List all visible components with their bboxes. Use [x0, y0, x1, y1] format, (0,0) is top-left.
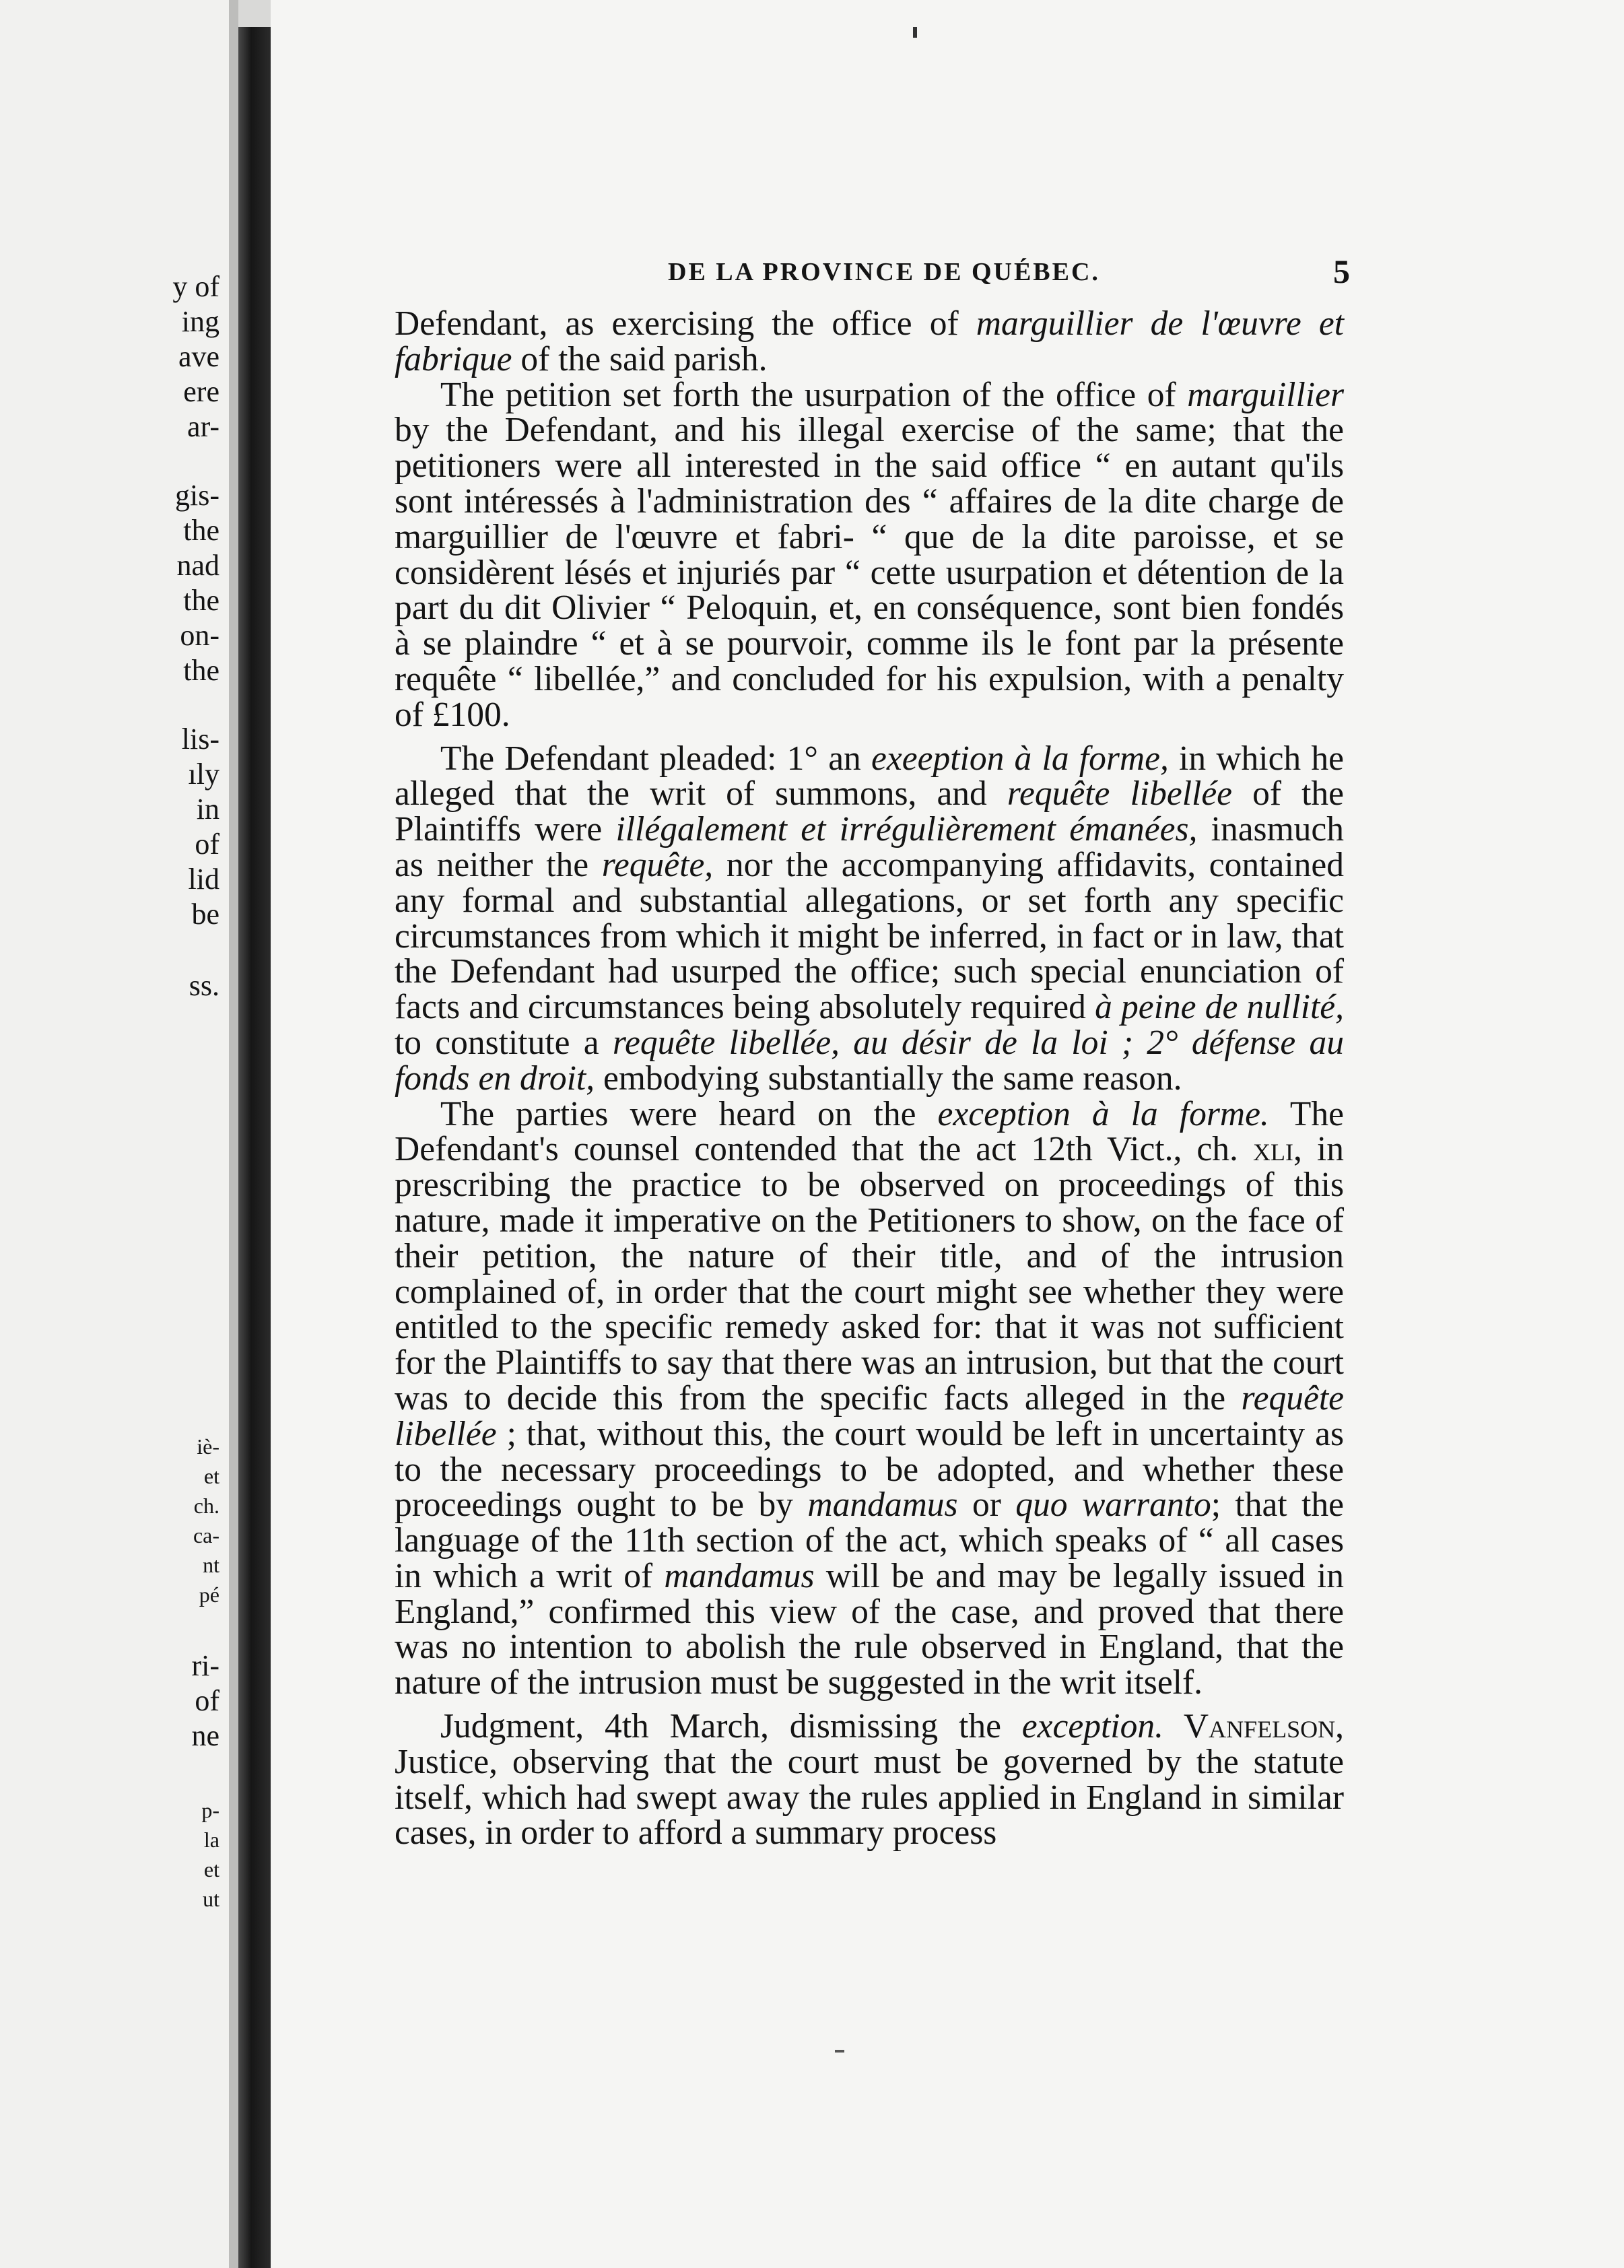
left-page-fragment: of	[195, 828, 219, 861]
left-page-fragment: ave	[178, 340, 219, 373]
left-page-fragment: et	[203, 1464, 219, 1488]
left-page-fragment: ss.	[189, 969, 219, 1002]
left-page-fragment: of	[195, 1684, 219, 1717]
page-number: 5	[1333, 253, 1350, 290]
left-page-fragment: ar-	[187, 410, 219, 443]
left-page-fragment: et	[203, 1857, 219, 1881]
left-page-fragment: the	[183, 514, 219, 547]
left-page-fragment: y of	[172, 270, 219, 303]
left-facing-page	[0, 0, 229, 2268]
body-text	[395, 306, 1344, 1851]
paragraph-2: The petition set forth the usurpation of the office of marguillier by the Defendant, and his illegal exercise of the same; that the petitioners were all interested in the said office “ en autant qu'ils sont intéressés à l'administration des “ affaires de la dite charge de marguillier de l'œuvre et fabri- “ que de la dite paroisse, et se considèrent lésés et injuriés par “ cette usurpation et détention de la part du dit Olivier “ Peloquin, et, en conséquence, sont bien fondés à se plaindre “ et à se pourvoir, comme ils le font par la présente requête “ libellée,” and concluded for his expulsion, with a penalty of £100.	[395, 375, 1344, 734]
left-page-fragment: p-	[201, 1798, 219, 1822]
left-page-fragment: pé	[199, 1582, 219, 1607]
left-page-fragment: iè-	[197, 1434, 219, 1459]
top-mark	[913, 27, 917, 38]
left-page-fragment: ch.	[193, 1494, 219, 1518]
left-page-fragment: ıly	[188, 758, 219, 791]
gutter-edge	[229, 0, 238, 2268]
left-page-fragment: ca-	[193, 1523, 219, 1547]
left-page-fragment: ere	[183, 375, 219, 408]
paragraph-4: The parties were heard on the exception à la forme. The Defendant's counsel contended that the act 12th Vict., ch. xli, in prescribing the practice to be observed on proceedings of this nature, made it imperative on the Petitioners to show, on the face of their petition, the nature of their title, and of the intrusion complained of, in order that the court might see whether they were entitled to the specific remedy asked for: that it was not sufficient for the Plaintiffs to say that there was an intrusion, but that the court was to decide this from the specific facts alleged in the requête libellée ; that, without this, the court would be left in uncertainty as to the necessary proceedings to be adopted, and whether these proceedings ought to be by mandamus or quo warranto; that the language of the 11th section of the act, which speaks of “ all cases in which a writ of mandamus will be and may be legally issued in England,” confirmed this view of the case, and proved that there was no intention to abolish the rule observed in England, that the nature of the intrusion must be suggested in the writ itself.	[395, 1094, 1345, 1702]
left-page-fragment: in	[196, 793, 219, 826]
book-gutter	[238, 27, 271, 2268]
left-page-fragment: the	[183, 654, 219, 687]
bottom-mark	[835, 2050, 844, 2053]
left-page-fragment: on-	[180, 619, 219, 652]
paragraph-3: The Defendant pleaded: 1° an exeeption à la forme, in which he alleged that the writ of summons, and requête libellée of the Plaintiffs were illégalement et irrégulièrement émanées, inasmuch as neither the requête, nor the accompanying affidavits, contained any formal and substantial allegations, or set forth any specific circumstances from which it might be inferred, in fact or in law, that the Defendant had usurped the office; such special enunciation of facts and circumstances being absolutely required à peine de nullité, to constitute a requête libellée, au désir de la loi ; 2° défense au fonds en droit, embodying substantially the same reason.	[395, 739, 1345, 1098]
left-page-fragment: ne	[191, 1719, 219, 1752]
paragraph-1: Defendant, as exercising the office of marguillier de l'œuvre et fabrique of the said parish.	[395, 304, 1344, 378]
left-page-fragment: ri-	[191, 1649, 219, 1682]
left-page-fragment: be	[191, 898, 219, 931]
left-page-fragment: la	[203, 1828, 219, 1852]
paragraph-5: Judgment, 4th March, dismissing the exception. Vanfelson, Justice, observing that the court must be governed by the statute itself, which had swept away the rules applied in England in similar cases, in order to afford a summary process	[395, 1707, 1344, 1853]
left-page-fragment: lis-	[181, 723, 219, 756]
running-head: DE LA PROVINCE DE QUÉBEC.	[668, 258, 1100, 286]
left-page-fragment: ing	[181, 305, 219, 338]
left-page-fragment: gis-	[175, 479, 219, 512]
left-page-fragment: lid	[188, 863, 219, 896]
left-page-fragment: the	[183, 584, 219, 617]
left-page-fragment: nt	[203, 1553, 219, 1577]
left-page-fragment: ut	[203, 1887, 219, 1911]
left-page-fragment: nad	[176, 549, 219, 582]
